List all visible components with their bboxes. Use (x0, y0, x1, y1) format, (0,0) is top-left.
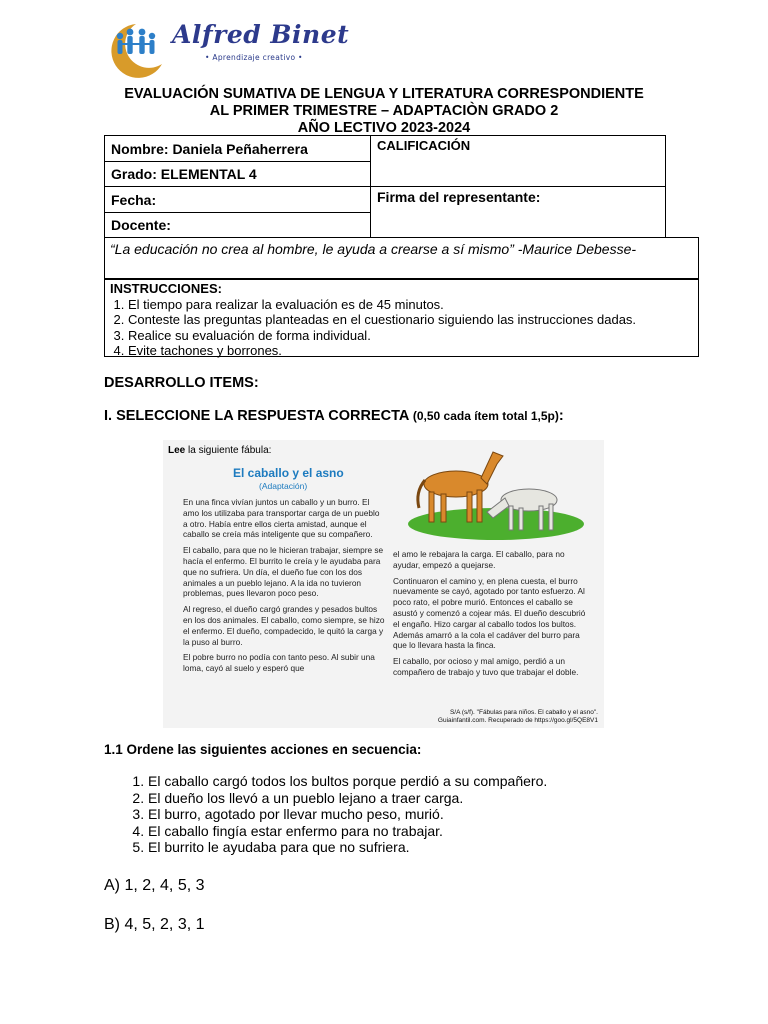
fable-paragraph: el amo le rebajara la carga. El caballo, para no ayudar, empezó a quejarse. (393, 549, 565, 570)
representative-signature-box: Firma del representante: (371, 187, 666, 238)
teacher-field: Docente: (105, 213, 371, 238)
fable-paragraph: Continuaron el camino y, en plena cuesta, el burro nuevamente se cayó, agotado por tanto esfuerzo. Al poco rato, el pobre murió. Entonces el caballo se asustó y comenzó a cojear más. El dueño descubrió el engaño. Hizo cargar al caballo todos los bultos. Además amarró a la cola el cadáver del burro para que lo llevara hasta la finca. (393, 575, 586, 651)
fable-paragraph: En una finca vivían juntos un caballo y un burro. El amo los utilizaba para transportar carga de un pueblo a otro. Había entre ellos cierta amistad, aunque el caballo se creía más inteligente que su compañero. (183, 497, 380, 540)
action-item: 3. El burro, agotado por llevar mucho peso, murió. (148, 806, 547, 823)
fable-credit-line: S/A (s/f). "Fábulas para niños. El caballo y el asno". (449, 709, 598, 716)
logo-wordmark: Alfred Binet (172, 20, 350, 49)
header-line-1: EVALUACIÓN SUMATIVA DE LENGUA Y LITERATURA CORRESPONDIENTE (124, 86, 644, 102)
header-line-3: AÑO LECTIVO 2023-2024 (297, 120, 471, 136)
fable-paragraph: El caballo, por ocioso y mal amigo, perdió a un compañero de trabajo y tuvo que trabajar el doble. (393, 656, 579, 677)
instruction-item: 1. El tiempo para realizar la evaluación es de 45 minutos. (128, 297, 693, 313)
lee-rest: la siguiente fábula: (185, 445, 272, 456)
horse-donkey-illustration (401, 442, 591, 542)
grade-box: CALIFICACIÓN (371, 136, 666, 187)
student-info-table (104, 135, 666, 238)
fable-reading-image (163, 440, 604, 728)
item-heading-text: I. SELECCIONE LA RESPUESTA CORRECTA (104, 408, 409, 424)
actions-list (126, 773, 547, 856)
fable-right-column (393, 549, 593, 683)
action-item: 2. El dueño los llevó a un pueblo lejano a traer carga. (148, 790, 547, 807)
quote-box: “La educación no crea al hombre, le ayuda a crearse a sí mismo” -Maurice Debesse- (104, 237, 699, 279)
instruction-item: 3. Realice su evaluación de forma individual. (128, 328, 693, 344)
item-points: (0,50 cada ítem total 1,5p) (412, 409, 559, 423)
fable-credit (438, 709, 598, 725)
answer-option-b[interactable]: B) 4, 5, 2, 3, 1 (104, 916, 205, 933)
question-title: 1.1 Ordene las siguientes acciones en secuencia: (104, 742, 422, 757)
instructions-title: INSTRUCCIONES: (110, 281, 222, 296)
action-item: 4. El caballo fingía estar enfermo para no trabajar. (148, 823, 547, 840)
student-name: Nombre: Daniela Peñaherrera (105, 136, 371, 162)
fable-subtitle: (Adaptación) (259, 481, 308, 491)
fable-credit-line: Guiainfantil.com. Recuperado de https://goo.gl/5QE8V1 (437, 717, 598, 724)
logo-tagline: • Aprendizaje creativo • (205, 53, 303, 62)
instructions-box (104, 279, 699, 357)
action-item: 5. El burrito le ayudaba para que no sufriera. (148, 839, 547, 856)
fable-paragraph: El caballo, para que no le hicieran trabajar, siempre se hacía el enfermo. El burrito le creía y le ayudaba para que no sufriera. Un día, el dueño fue con los dos animales a un pueblo lejano. A la ida no tuvieron problemas, pues llevaron poco peso. (183, 545, 384, 599)
reading-instruction (168, 445, 271, 456)
instruction-item: 4. Evite tachones y borrones. (128, 343, 693, 359)
answer-option-a[interactable]: A) 1, 2, 4, 5, 3 (104, 877, 205, 894)
fable-paragraph: El pobre burro no podía con tanto peso. Al subir una loma, cayó al suelo y esperó que (183, 652, 375, 674)
fable-left-column (183, 497, 386, 679)
student-grade: Grado: ELEMENTAL 4 (105, 162, 371, 187)
lee-word: Lee (168, 445, 186, 456)
action-item: 1. El caballo cargó todos los bultos porque perdió a su compañero. (148, 773, 547, 790)
date-field: Fecha: (105, 187, 371, 213)
header-line-2: AL PRIMER TRIMESTRE – ADAPTACIÒN GRADO 2 (209, 103, 559, 119)
section-title: DESARROLLO ITEMS: (104, 375, 259, 391)
instruction-item: 2. Conteste las preguntas planteadas en el cuestionario siguiendo las instrucciones dadas. (128, 312, 693, 328)
fable-paragraph: Al regreso, el dueño cargó grandes y pesados bultos en los dos animales. El caballo, como siempre, se hizo el enfermo. El dueño, compadecido, le quitó la carga y la puso al burro. (183, 604, 385, 647)
item-heading-colon: : (558, 408, 564, 424)
fable-title: El caballo y el asno (233, 466, 344, 480)
instructions-list (110, 297, 693, 359)
item-heading (104, 408, 564, 424)
